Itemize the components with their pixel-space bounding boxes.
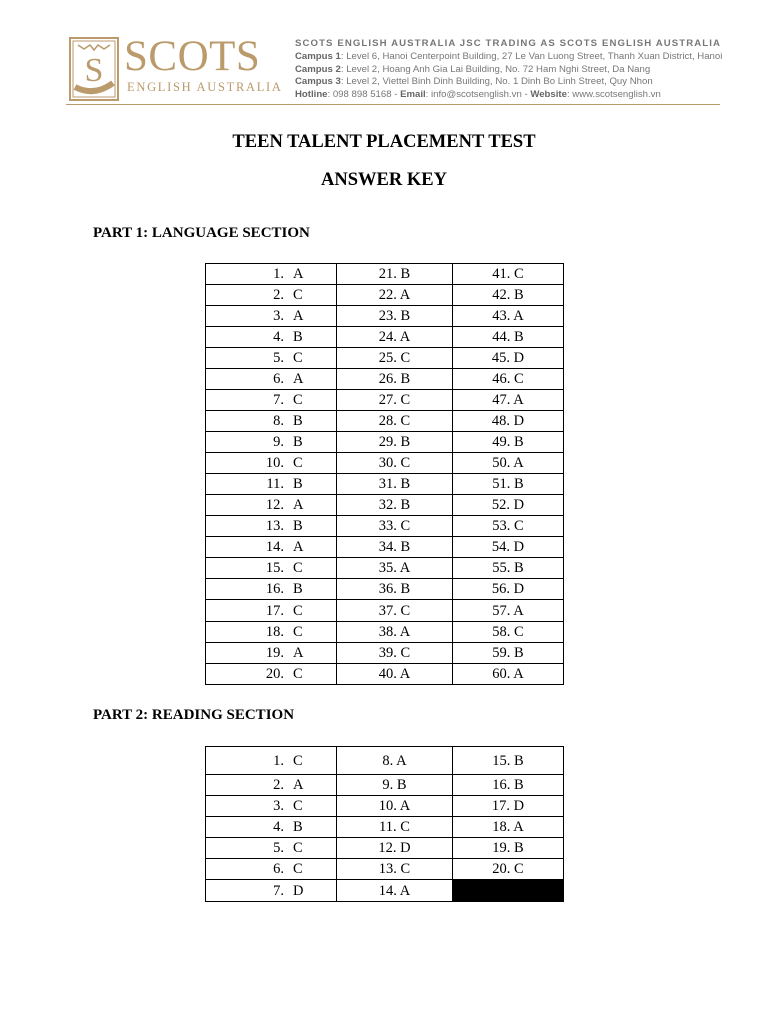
question-number: 53. bbox=[492, 518, 511, 534]
answer-cell bbox=[206, 775, 337, 796]
answer-cell bbox=[453, 859, 564, 880]
question-number: 50. bbox=[492, 455, 511, 471]
answer-cell bbox=[453, 664, 564, 685]
answer-letter: A bbox=[399, 287, 411, 303]
question-number: 1. bbox=[273, 752, 284, 769]
answer-letter: B bbox=[400, 308, 411, 324]
question-number: 9. bbox=[273, 434, 284, 450]
question-number: 4. bbox=[273, 329, 284, 345]
answer-row bbox=[206, 327, 564, 348]
answer-letter: D bbox=[400, 840, 411, 856]
scots-emblem-icon bbox=[69, 37, 119, 101]
answer-row bbox=[206, 796, 564, 817]
answer-row bbox=[206, 880, 564, 902]
answer-cell bbox=[453, 796, 564, 817]
question-number: 57. bbox=[492, 602, 511, 619]
answer-cell bbox=[206, 838, 337, 859]
question-number: 12. bbox=[265, 497, 284, 513]
answer-letter: A bbox=[513, 666, 524, 682]
question-number: 15. bbox=[265, 560, 284, 576]
question-number: 28. bbox=[378, 413, 397, 429]
answer-cell bbox=[337, 411, 453, 432]
answer-letter: A bbox=[293, 497, 304, 513]
answer-letter: A bbox=[399, 666, 411, 682]
answer-cell bbox=[453, 643, 564, 664]
answer-cell bbox=[453, 306, 564, 327]
answer-row bbox=[206, 558, 564, 579]
answer-cell bbox=[206, 306, 337, 327]
campus-line: Campus 1: Level 6, Hanoi Centerpoint Building, 27 Le Van Luong Street, Thanh Xuan District, Hanoi bbox=[295, 50, 723, 62]
answer-letter: B bbox=[400, 497, 411, 513]
answer-cell bbox=[206, 643, 337, 664]
question-number: 14. bbox=[265, 539, 284, 555]
answer-row bbox=[206, 664, 564, 685]
answer-letter: C bbox=[293, 560, 303, 576]
answer-letter: B bbox=[293, 476, 303, 492]
question-number: 11. bbox=[266, 476, 284, 492]
answer-letter: B bbox=[400, 539, 411, 555]
answer-cell bbox=[206, 327, 337, 348]
answer-cell bbox=[206, 495, 337, 516]
answer-cell bbox=[206, 537, 337, 558]
answer-row bbox=[206, 600, 564, 622]
answer-cell bbox=[337, 579, 453, 600]
answer-cell bbox=[337, 495, 453, 516]
letterhead bbox=[0, 0, 768, 110]
campus-line: Campus 3: Level 2, Viettel Binh Dinh Building, No. 1 Dinh Bo Linh Street, Quy Nhon bbox=[295, 76, 653, 88]
question-number: 30. bbox=[378, 455, 397, 471]
answer-row bbox=[206, 643, 564, 664]
contact-block bbox=[295, 38, 723, 102]
answer-letter: C bbox=[514, 518, 524, 534]
answer-letter: C bbox=[293, 798, 303, 814]
answer-letter: B bbox=[514, 434, 524, 450]
answer-letter: A bbox=[513, 455, 524, 471]
question-number: 36. bbox=[378, 581, 397, 597]
logo-wordmark: SCOTS bbox=[124, 33, 261, 80]
question-number: 19. bbox=[492, 840, 511, 856]
answer-cell bbox=[337, 775, 453, 796]
question-number: 37. bbox=[378, 602, 397, 619]
answer-letter: C bbox=[400, 455, 411, 471]
question-number: 46. bbox=[492, 371, 511, 387]
hotline-line bbox=[295, 89, 720, 102]
answer-cell bbox=[453, 474, 564, 495]
question-number: 34. bbox=[378, 539, 397, 555]
question-number: 20. bbox=[492, 861, 511, 877]
answer-cell bbox=[337, 348, 453, 369]
answer-letter: B bbox=[293, 434, 303, 450]
answer-letter: C bbox=[293, 287, 303, 303]
answer-letter: A bbox=[513, 819, 524, 835]
answer-cell bbox=[206, 579, 337, 600]
question-number: 16. bbox=[265, 581, 284, 597]
question-number: 23. bbox=[378, 308, 397, 324]
answer-letter: C bbox=[514, 266, 524, 282]
question-number: 38. bbox=[378, 624, 397, 640]
answer-letter: A bbox=[293, 266, 304, 282]
answer-cell bbox=[337, 796, 453, 817]
question-number: 17. bbox=[265, 602, 284, 619]
answer-cell bbox=[206, 622, 337, 643]
part1-heading: PART 1: LANGUAGE SECTION bbox=[93, 225, 310, 241]
answer-letter: A bbox=[399, 624, 411, 640]
answer-cell bbox=[453, 747, 564, 775]
answer-row bbox=[206, 306, 564, 327]
answer-row bbox=[206, 411, 564, 432]
answer-cell bbox=[337, 880, 453, 902]
answer-cell bbox=[337, 390, 453, 411]
question-number: 56. bbox=[491, 581, 510, 597]
question-number: 3. bbox=[273, 798, 284, 814]
answer-cell bbox=[337, 474, 453, 495]
answer-letter: C bbox=[293, 392, 303, 408]
answer-letter: C bbox=[514, 624, 524, 640]
answer-letter: A bbox=[513, 602, 524, 619]
answer-letter: B bbox=[396, 777, 407, 793]
question-number: 7. bbox=[273, 392, 284, 408]
answer-letter: B bbox=[293, 581, 303, 597]
question-number: 42. bbox=[492, 287, 511, 303]
answer-letter: D bbox=[513, 413, 525, 429]
hotline-label: Hotline bbox=[295, 89, 328, 101]
answer-cell bbox=[453, 453, 564, 474]
answer-row bbox=[206, 747, 564, 775]
answer-row bbox=[206, 579, 564, 600]
answer-cell bbox=[453, 579, 564, 600]
answer-row bbox=[206, 348, 564, 369]
question-number: 9. bbox=[382, 777, 394, 793]
question-number: 35. bbox=[378, 560, 397, 576]
answer-letter: A bbox=[293, 539, 304, 555]
answer-cell bbox=[337, 327, 453, 348]
answer-cell bbox=[206, 474, 337, 495]
question-number: 22. bbox=[378, 287, 397, 303]
answer-cell bbox=[453, 369, 564, 390]
question-number: 32. bbox=[378, 497, 397, 513]
question-number: 14. bbox=[378, 882, 397, 899]
answer-cell bbox=[206, 817, 337, 838]
question-number: 15. bbox=[492, 752, 511, 769]
answer-row bbox=[206, 495, 564, 516]
answer-letter: A bbox=[399, 329, 411, 345]
answer-letter: B bbox=[293, 518, 303, 534]
answer-letter: A bbox=[399, 560, 411, 576]
answer-row bbox=[206, 622, 564, 643]
answer-cell bbox=[337, 622, 453, 643]
answer-letter: A bbox=[293, 308, 304, 324]
answer-letter: B bbox=[514, 752, 524, 769]
answer-letter: C bbox=[293, 752, 303, 769]
question-number: 11. bbox=[379, 819, 397, 835]
question-number: 18. bbox=[265, 624, 284, 640]
answer-cell bbox=[206, 411, 337, 432]
answer-cell bbox=[453, 432, 564, 453]
question-number: 45. bbox=[491, 350, 510, 366]
question-number: 48. bbox=[491, 413, 510, 429]
answer-letter: C bbox=[293, 602, 303, 619]
company-name: SCOTS ENGLISH AUSTRALIA JSC TRADING AS SCOTS ENGLISH AUSTRALIA bbox=[295, 38, 722, 49]
answer-letter: C bbox=[400, 413, 411, 429]
answer-cell bbox=[337, 817, 453, 838]
question-number: 27. bbox=[378, 392, 397, 408]
answer-letter: C bbox=[293, 624, 303, 640]
answer-cell bbox=[337, 747, 453, 775]
question-number: 26. bbox=[378, 371, 397, 387]
answer-cell bbox=[206, 558, 337, 579]
email-value[interactable]: : info@scotsenglish.vn - bbox=[425, 89, 531, 101]
answer-letter: B bbox=[400, 266, 411, 282]
answer-letter: B bbox=[400, 434, 411, 450]
answer-letter: A bbox=[293, 371, 304, 387]
answer-letter: D bbox=[513, 350, 525, 366]
answer-row bbox=[206, 390, 564, 411]
answer-cell bbox=[206, 264, 337, 285]
question-number: 20. bbox=[265, 666, 284, 682]
question-number: 54. bbox=[491, 539, 510, 555]
question-number: 16. bbox=[492, 777, 511, 793]
answer-row bbox=[206, 432, 564, 453]
answer-cell bbox=[337, 369, 453, 390]
answer-letter: C bbox=[400, 819, 410, 835]
answer-row bbox=[206, 859, 564, 880]
answer-letter: B bbox=[400, 476, 411, 492]
answer-cell bbox=[206, 390, 337, 411]
answer-cell bbox=[453, 622, 564, 643]
answer-cell bbox=[337, 453, 453, 474]
answer-cell bbox=[206, 600, 337, 622]
answer-letter: D bbox=[513, 539, 525, 555]
answer-cell bbox=[453, 411, 564, 432]
question-number: 49. bbox=[492, 434, 511, 450]
question-number: 13. bbox=[378, 861, 397, 877]
question-number: 12. bbox=[378, 840, 397, 856]
website-value[interactable]: : www.scotsenglish.vn bbox=[566, 89, 661, 101]
answer-cell bbox=[337, 664, 453, 685]
answer-row bbox=[206, 537, 564, 558]
question-number: 2. bbox=[273, 287, 284, 303]
answer-row bbox=[206, 369, 564, 390]
question-number: 51. bbox=[492, 476, 511, 492]
answer-cell bbox=[453, 285, 564, 306]
question-number: 4. bbox=[273, 819, 284, 835]
question-number: 40. bbox=[378, 666, 397, 682]
question-number: 31. bbox=[378, 476, 397, 492]
question-number: 7. bbox=[273, 882, 284, 899]
answer-cell bbox=[453, 327, 564, 348]
answer-letter: C bbox=[293, 350, 303, 366]
answer-cell bbox=[337, 306, 453, 327]
answer-cell bbox=[337, 558, 453, 579]
answer-cell bbox=[337, 516, 453, 537]
answer-letter: C bbox=[400, 645, 411, 661]
answer-cell bbox=[337, 264, 453, 285]
answer-letter: B bbox=[514, 645, 524, 661]
campus-line: Campus 2: Level 2, Hoang Anh Gia Lai Building, No. 72 Ham Nghi Street, Da Nang bbox=[295, 63, 651, 75]
answer-cell bbox=[453, 516, 564, 537]
answer-letter: B bbox=[514, 560, 524, 576]
question-number: 55. bbox=[492, 560, 511, 576]
answer-cell bbox=[337, 838, 453, 859]
question-number: 8. bbox=[273, 413, 284, 429]
answer-cell bbox=[206, 859, 337, 880]
answer-letter: C bbox=[293, 840, 303, 856]
question-number: 3. bbox=[273, 308, 284, 324]
answer-letter: B bbox=[514, 840, 524, 856]
question-number: 10. bbox=[378, 798, 397, 814]
answer-letter: B bbox=[400, 581, 411, 597]
answer-letter: A bbox=[293, 645, 304, 661]
answer-cell bbox=[206, 285, 337, 306]
answer-letter: B bbox=[293, 329, 303, 345]
question-number: 58. bbox=[492, 624, 511, 640]
part2-answer-table bbox=[205, 746, 564, 902]
answer-cell bbox=[206, 747, 337, 775]
question-number: 29. bbox=[378, 434, 397, 450]
answer-cell bbox=[453, 775, 564, 796]
document-title: TEEN TALENT PLACEMENT TEST bbox=[232, 132, 536, 152]
question-number: 47. bbox=[492, 392, 511, 408]
answer-letter: C bbox=[400, 518, 411, 534]
answer-row bbox=[206, 516, 564, 537]
answer-row bbox=[206, 817, 564, 838]
answer-cell bbox=[453, 558, 564, 579]
question-number: 21. bbox=[378, 266, 397, 282]
question-number: 52. bbox=[491, 497, 510, 513]
answer-letter: C bbox=[293, 455, 303, 471]
answer-cell bbox=[453, 600, 564, 622]
answer-cell bbox=[206, 516, 337, 537]
answer-letter: A bbox=[513, 392, 524, 408]
answer-letter: C bbox=[293, 666, 303, 682]
answer-row bbox=[206, 474, 564, 495]
svg-text:S: S bbox=[84, 52, 104, 89]
answer-letter: D bbox=[513, 497, 525, 513]
logo-subtitle: ENGLISH AUSTRALIA bbox=[127, 80, 283, 94]
answer-letter: C bbox=[514, 861, 524, 877]
answer-cell bbox=[337, 432, 453, 453]
question-number: 25. bbox=[378, 350, 397, 366]
answer-cell bbox=[206, 369, 337, 390]
part2-heading: PART 2: READING SECTION bbox=[93, 707, 295, 723]
question-number: 8. bbox=[382, 752, 394, 769]
answer-letter: D bbox=[513, 581, 525, 597]
answer-letter: A bbox=[293, 777, 304, 793]
question-number: 10. bbox=[265, 455, 284, 471]
answer-letter: C bbox=[514, 371, 524, 387]
answer-cell bbox=[206, 796, 337, 817]
question-number: 19. bbox=[265, 645, 284, 661]
answer-cell bbox=[453, 817, 564, 838]
answer-row bbox=[206, 264, 564, 285]
answer-cell bbox=[337, 859, 453, 880]
question-number: 24. bbox=[378, 329, 397, 345]
question-number: 5. bbox=[273, 350, 284, 366]
answer-cell bbox=[337, 285, 453, 306]
question-number: 33. bbox=[378, 518, 397, 534]
header-divider bbox=[66, 104, 720, 105]
answer-letter: A bbox=[513, 308, 524, 324]
answer-letter: C bbox=[400, 861, 411, 877]
answer-cell bbox=[453, 264, 564, 285]
question-number: 13. bbox=[265, 518, 284, 534]
question-number: 5. bbox=[273, 840, 284, 856]
question-number: 6. bbox=[273, 861, 284, 877]
question-number: 44. bbox=[492, 329, 511, 345]
answer-cell bbox=[206, 880, 337, 902]
answer-cell bbox=[453, 348, 564, 369]
answer-cell bbox=[206, 432, 337, 453]
answer-letter: A bbox=[399, 798, 411, 814]
answer-cell bbox=[206, 453, 337, 474]
answer-cell bbox=[453, 495, 564, 516]
question-number: 60. bbox=[492, 666, 511, 682]
answer-letter: D bbox=[293, 882, 304, 899]
answer-cell bbox=[206, 664, 337, 685]
hotline-value: : 098 898 5168 - bbox=[327, 89, 401, 101]
website-label: Website bbox=[530, 89, 567, 101]
question-number: 6. bbox=[273, 371, 284, 387]
part1-answer-table bbox=[205, 263, 564, 685]
answer-row bbox=[206, 838, 564, 859]
answer-letter: B bbox=[514, 476, 524, 492]
email-label: Email bbox=[400, 89, 426, 101]
question-number: 1. bbox=[273, 266, 284, 282]
answer-cell bbox=[337, 537, 453, 558]
answer-row bbox=[206, 285, 564, 306]
answer-cell bbox=[206, 348, 337, 369]
answer-letter: D bbox=[513, 798, 525, 814]
answer-row bbox=[206, 453, 564, 474]
answer-letter: B bbox=[293, 819, 303, 835]
answer-cell bbox=[337, 600, 453, 622]
question-number: 43. bbox=[492, 308, 511, 324]
answer-cell bbox=[453, 390, 564, 411]
answer-letter: A bbox=[396, 752, 407, 769]
question-number: 2. bbox=[273, 777, 284, 793]
answer-letter: A bbox=[399, 882, 411, 899]
answer-row bbox=[206, 775, 564, 796]
answer-letter: C bbox=[400, 602, 411, 619]
question-number: 41. bbox=[492, 266, 511, 282]
answer-letter: C bbox=[293, 861, 303, 877]
answer-letter: C bbox=[400, 392, 411, 408]
answer-letter: B bbox=[400, 371, 411, 387]
answer-letter: B bbox=[514, 329, 524, 345]
answer-letter: B bbox=[293, 413, 303, 429]
question-number: 39. bbox=[378, 645, 397, 661]
question-number: 18. bbox=[492, 819, 511, 835]
document-subtitle: ANSWER KEY bbox=[321, 170, 447, 190]
question-number: 59. bbox=[492, 645, 511, 661]
answer-letter: C bbox=[400, 350, 411, 366]
answer-letter: B bbox=[514, 287, 524, 303]
answer-cell bbox=[337, 643, 453, 664]
answer-cell bbox=[453, 838, 564, 859]
question-number: 17. bbox=[491, 798, 510, 814]
answer-letter: B bbox=[514, 777, 524, 793]
blank-cell bbox=[453, 880, 564, 902]
answer-cell bbox=[453, 537, 564, 558]
